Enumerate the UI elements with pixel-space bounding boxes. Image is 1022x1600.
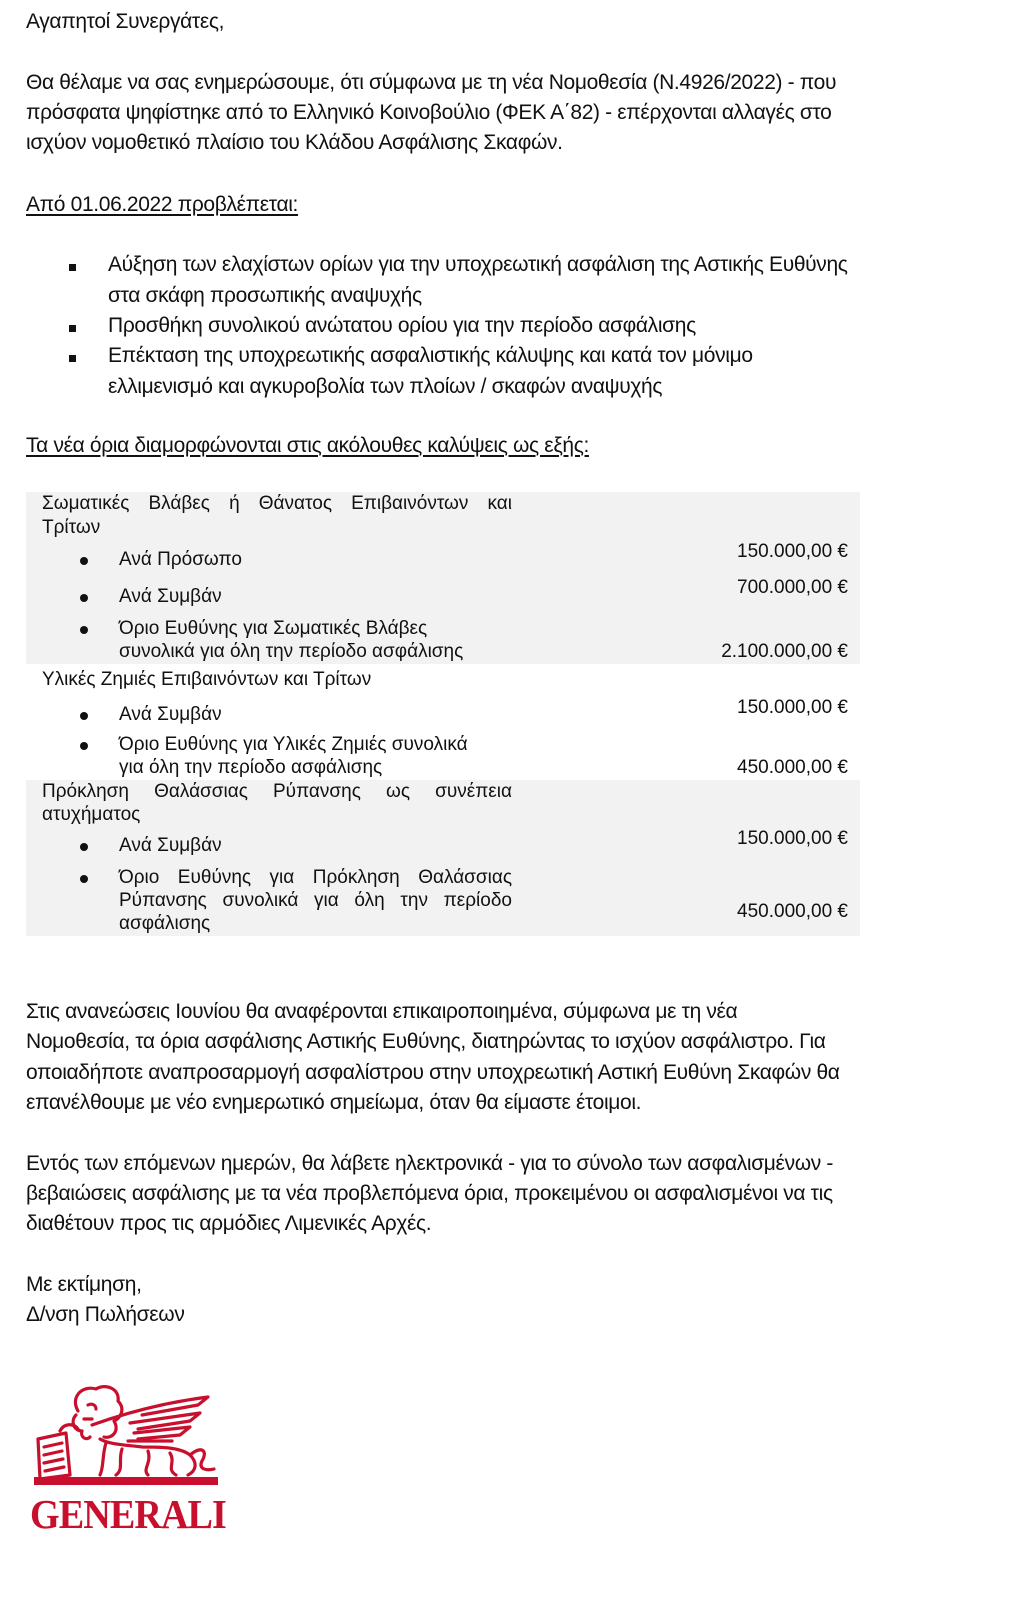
coverage-amount: 150.000,00 € (737, 541, 848, 562)
certificates-line: βεβαιώσεις ασφάλισης με τα νέα προβλεπόμενα όρια, προκειμένου οι ασφαλισμένοι να τις (26, 1182, 833, 1205)
signature: Δ/νση Πωλήσεων (26, 1303, 185, 1326)
coverage-item-label: για όλη την περίοδο ασφάλισης (119, 757, 383, 778)
bullet-dot-icon (80, 594, 88, 602)
greeting: Αγαπητοί Συνεργάτες, (26, 10, 225, 33)
coverage-amount: 150.000,00 € (737, 697, 848, 718)
bullet-dot-icon (80, 557, 88, 565)
coverage-amount: 2.100.000,00 € (721, 641, 848, 662)
change-item-line: στα σκάφη προσωπικής αναψυχής (108, 284, 422, 307)
label-line: Όριο Ευθύνης για Υλικές Ζημιές συνολικά (119, 734, 468, 755)
intro-line: Θα θέλαμε να σας ενημερώσουμε, ότι σύμφωνα με τη νέα Νομοθεσία (Ν.4926/2022) - που (26, 71, 837, 94)
title-word: Θάνατος (258, 493, 332, 514)
change-item-line: Αύξηση των ελαχίστων ορίων για την υποχρεωτική ασφάλιση της Αστικής Ευθύνης (108, 253, 848, 276)
coverage-item-label: ασφάλισης (119, 913, 211, 934)
certificates-line: Εντός των επόμενων ημερών, θα λάβετε ηλεκτρονικά - για το σύνολο των ασφαλισμένων - (26, 1152, 834, 1175)
change-item-line: Επέκταση της υποχρεωτικής ασφαλιστικής κάλυψης και κατά τον μόνιμο (108, 344, 753, 367)
coverage-item-label: συνολικά για όλη την περίοδο ασφάλισης (119, 641, 464, 662)
title-word: Σωματικές (42, 493, 130, 514)
coverage-amount: 450.000,00 € (737, 757, 848, 778)
title-word: ή (229, 493, 240, 514)
square-bullet-icon (69, 264, 76, 271)
coverage-amount: 700.000,00 € (737, 577, 848, 598)
coverage-amount: 150.000,00 € (737, 828, 848, 849)
title-word: Βλάβες (148, 493, 210, 514)
winged-lion-icon (30, 1375, 222, 1485)
renewal-line: Νομοθεσία, τα όρια ασφάλισης Αστικής Ευθύνης, διατηρώντας το ισχύον ασφάλιστρο. Για (26, 1030, 826, 1053)
bullet-dot-icon (80, 712, 88, 720)
section-title (42, 493, 512, 515)
change-item-line: Προσθήκη συνολικού ανώτατου ορίου για την περίοδο ασφάλισης (108, 314, 696, 337)
renewal-line: οποιαδήποτε αναπροσαρμογή ασφαλίστρου στην υποχρεωτική Αστική Ευθύνη Σκαφών θα (26, 1061, 840, 1084)
coverage-item-label: Ανά Συμβάν (119, 835, 222, 856)
coverage-amount: 450.000,00 € (737, 901, 848, 922)
coverage-item-label: Ανά Πρόσωπο (119, 549, 242, 570)
bullet-dot-icon (80, 742, 88, 750)
coverage-item-label: Ρύπανσης συνολικά για όλη την περίοδο (119, 890, 512, 911)
bullet-dot-icon (80, 843, 88, 851)
coverage-item-label: Ανά Συμβάν (119, 704, 222, 725)
bullet-dot-icon (80, 626, 88, 634)
renewal-line: Στις ανανεώσεις Ιουνίου θα αναφέρονται επικαιροποιημένα, σύμφωνα με τη νέα (26, 1000, 738, 1023)
title-word: Επιβαινόντων (351, 493, 469, 514)
coverage-item-label: Όριο Ευθύνης για Σωματικές Βλάβες (119, 618, 428, 639)
square-bullet-icon (69, 325, 76, 332)
limits-heading: Τα νέα όρια διαμορφώνονται στις ακόλουθες καλύψεις ως εξής: (26, 434, 589, 457)
bullet-dot-icon (80, 875, 88, 883)
closing: Με εκτίμηση, (26, 1273, 142, 1296)
title-word: και (487, 493, 512, 514)
square-bullet-icon (69, 355, 76, 362)
section-title-line: Τρίτων (42, 517, 101, 538)
intro-line: πρόσφατα ψηφίστηκε από το Ελληνικό Κοινοβούλιο (ΦΕΚ Α΄82) - επέρχονται αλλαγές στο (26, 101, 832, 124)
section-title: Υλικές Ζημιές Επιβαινόντων και Τρίτων (42, 669, 372, 690)
coverage-item-label: Όριο Ευθύνης για Πρόκληση Θαλάσσιας (119, 867, 512, 888)
intro-line: ισχύον νομοθετικό πλαίσιο του Κλάδου Ασφάλισης Σκαφών. (26, 131, 563, 154)
generali-wordmark: GENERALI (30, 1491, 226, 1537)
section-title-line: ατυχήματος (42, 804, 141, 825)
certificates-line: διαθέτουν προς τις αρμόδιες Λιμενικές Αρχές. (26, 1212, 432, 1235)
coverage-item-label (119, 734, 512, 756)
effective-date-heading: Από 01.06.2022 προβλέπεται: (26, 193, 299, 216)
coverage-item-label: Ανά Συμβάν (119, 586, 222, 607)
renewal-line: επανέλθουμε με νέο ενημερωτικό σημείωμα, όταν θα είμαστε έτοιμοι. (26, 1091, 642, 1114)
change-item-line: ελλιμενισμό και αγκυροβολία των πλοίων / σκαφών αναψυχής (108, 375, 663, 398)
section-title: Πρόκληση Θαλάσσιας Ρύπανσης ως συνέπεια (42, 781, 512, 802)
generali-logo (30, 1375, 226, 1537)
